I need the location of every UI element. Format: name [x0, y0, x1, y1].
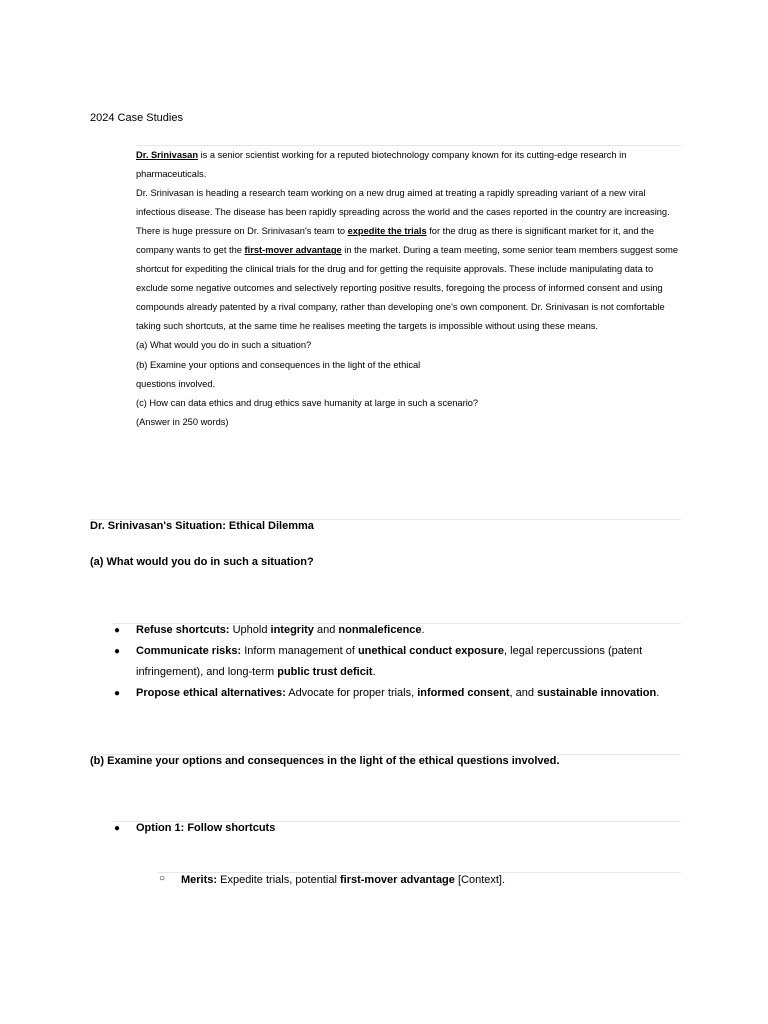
divider	[158, 872, 681, 873]
bullet-icon: ●	[114, 823, 121, 834]
bullet-text: Inform management of	[241, 645, 358, 657]
heading-a: (a) What would you do in such a situation?	[90, 556, 314, 568]
merits-strong: first-mover advantage	[339, 874, 455, 886]
bullet-text: Uphold	[229, 624, 271, 636]
intro-text: is a senior scientist working for a reputed biotechnology company known for its cutting-edge research in pharmaceuticals.	[136, 150, 627, 180]
case-text-1: Dr. Srinivasan is heading a research team working on a new drug aimed at treating a rapidly spreading variant of a new viral infectious disease. The disease has been rapidly spreading across the world and the cases reported in the country are increasing. There is huge pressure on Dr. Srinivasan's team to	[136, 188, 670, 237]
list-item	[114, 620, 681, 641]
bullet-strong: sustainable innovation	[537, 687, 657, 699]
bullet-label: Propose ethical alternatives:	[136, 687, 286, 699]
question-b-line2: questions involved.	[136, 378, 216, 389]
answer-b-list	[114, 818, 681, 839]
list-item	[114, 641, 681, 683]
bullet-strong: informed consent	[417, 687, 510, 699]
case-intro	[136, 146, 681, 184]
bullet-strong: integrity	[270, 624, 314, 636]
merits-text: Expedite trials, potential	[217, 874, 340, 886]
expedite-trials-link[interactable]: expedite the trials	[347, 226, 427, 237]
option-1-label: Option 1: Follow shortcuts	[136, 822, 276, 834]
first-mover-link[interactable]: first-mover advantage	[244, 245, 342, 256]
question-a: (a) What would you do in such a situation?	[136, 340, 312, 351]
bullet-text: , and	[509, 687, 538, 699]
document-title: 2024 Case Studies	[90, 112, 183, 124]
list-item	[114, 818, 681, 839]
bullet-label: Communicate risks:	[136, 645, 242, 657]
bullet-text: and	[313, 624, 339, 636]
list-item	[114, 683, 681, 704]
srinivasan-link[interactable]: Dr. Srinivasan	[136, 150, 199, 160]
section-title: Dr. Srinivasan's Situation: Ethical Dilemma	[90, 520, 314, 532]
bullet-text: , legal repercussions (patent infringement), and long-term	[136, 645, 643, 678]
case-study-text	[136, 146, 681, 432]
case-text-2: for the drug as there is significant market for it, and the company wants to get the	[136, 226, 655, 256]
heading-b: (b) Examine your options and consequences in the light of the ethical questions involved.	[90, 755, 560, 767]
bullet-icon: ●	[114, 688, 121, 699]
merits-label: Merits:	[181, 874, 218, 886]
word-limit: (Answer in 250 words)	[136, 416, 229, 427]
question-b-line1: (b) Examine your options and consequences in the light of the ethical	[136, 359, 421, 370]
answer-a-list	[114, 620, 681, 704]
merits-text: [Context].	[454, 874, 506, 886]
case-paragraph	[136, 184, 681, 336]
bullet-text: .	[372, 666, 376, 678]
sub-list-item	[159, 873, 506, 886]
question-c: (c) How can data ethics and drug ethics save humanity at large in such a scenario?	[136, 397, 479, 408]
bullet-text: Advocate for proper trials,	[285, 687, 418, 699]
bullet-label: Refuse shortcuts:	[136, 624, 230, 636]
bullet-strong: nonmaleficence	[338, 624, 422, 636]
bullet-icon: ●	[114, 625, 121, 636]
bullet-strong: public trust deficit	[277, 666, 373, 678]
bullet-text: .	[421, 624, 425, 636]
case-text-3: in the market. During a team meeting, some senior team members suggest some shortcut for expediting the clinical trials for the drug and for getting the requisite approvals. These include manipulating data to exclude some negative outcomes and selectively reporting positive results, foregoing the process of informed consent and using compounds already patented by a rival company, rather than developing one's own component. Dr. Srinivasan is not comfortable taking such shortcuts, at the same time he realises meeting the targets is impossible without using these means.	[136, 245, 679, 332]
bullet-text: .	[656, 687, 660, 699]
sub-bullet-icon: ○	[159, 873, 166, 884]
bullet-icon: ●	[114, 646, 121, 657]
bullet-strong: unethical conduct exposure	[357, 645, 505, 657]
